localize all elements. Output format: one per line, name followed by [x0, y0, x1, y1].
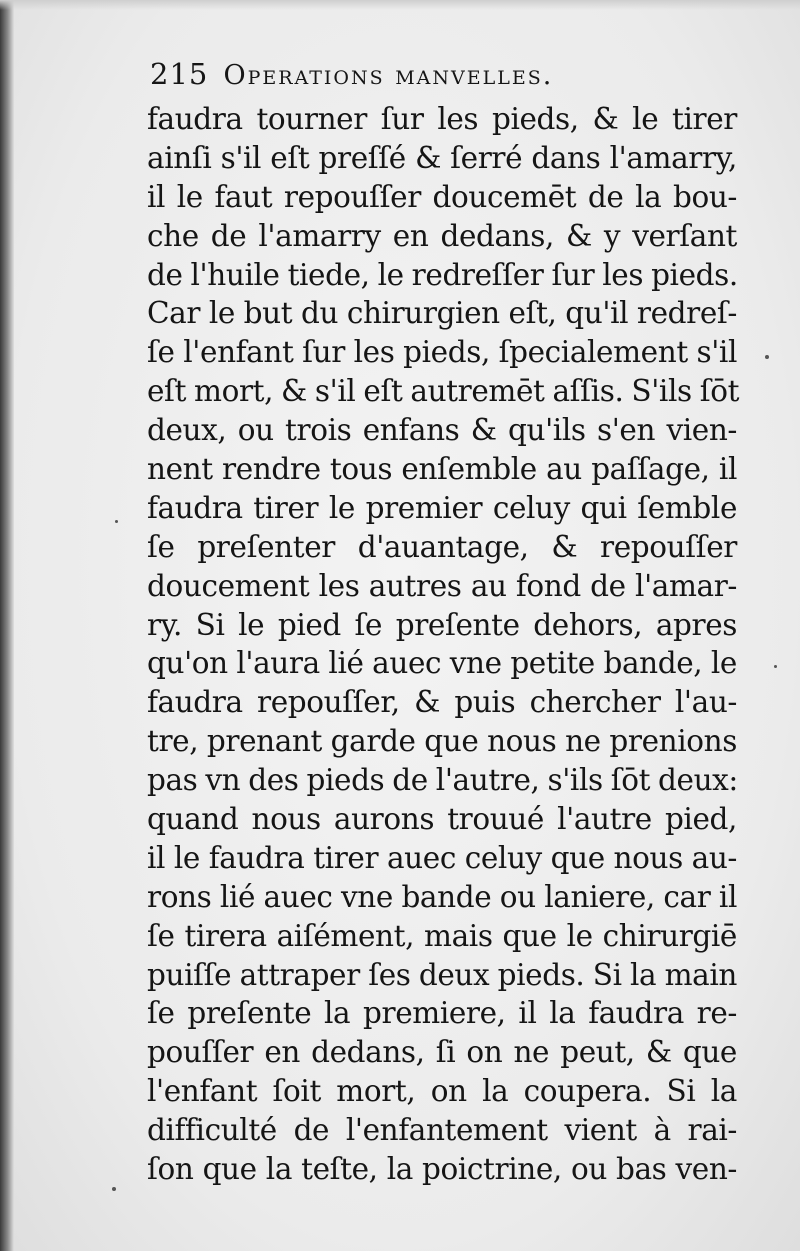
text-line: faudra tirer le premier celuy qui ſemble	[147, 490, 737, 525]
text-line: puiſſe attraper ſes deux pieds. Si la main	[147, 957, 737, 992]
binding-gutter-shadow	[0, 0, 14, 1251]
text-line: tre, prenant garde que nous ne prenions	[147, 724, 737, 759]
text-line: nent rendre tous enſemble au paſſage, il	[147, 452, 737, 487]
page-number: 215	[150, 57, 209, 91]
text-line: pouſſer en dedans, ſi on ne peut, & que	[147, 1035, 737, 1070]
text-line: il le faut repouſſer doucemēt de la bou-	[147, 179, 737, 214]
text-line: quand nous aurons trouué l'autre pied,	[147, 802, 737, 837]
text-line: che de l'amarry en dedans, & y verſant	[147, 218, 737, 253]
text-line: ry. Si le pied ſe preſente dehors, apres	[147, 607, 737, 642]
running-title: Operations manvelles.	[223, 60, 554, 91]
text-line: ainſi s'il eſt preſſé & ſerré dans l'amarry,	[147, 140, 737, 175]
text-line: doucement les autres au fond de l'amar-	[147, 568, 737, 603]
text-line: ſe l'enfant ſur les pieds, ſpecialement s'il	[147, 335, 737, 370]
text-line: eſt mort, & s'il eſt autremēt aſſis. S'ils ſōt	[147, 374, 740, 409]
text-line: l'enfant ſoit mort, on la coupera. Si la	[147, 1074, 737, 1109]
margin-speck	[112, 1187, 116, 1191]
text-line: ſon que la teſte, la poictrine, ou bas ven-	[147, 1152, 737, 1187]
text-line: ſe preſenter d'auantage, & repouſſer	[147, 529, 737, 564]
text-line: qu'on l'aura lié auec vne petite bande, le	[147, 646, 737, 681]
text-line: rons lié auec vne bande ou laniere, car il	[147, 879, 737, 914]
text-line: ſe tirera aiſément, mais que le chirurgiē	[147, 918, 737, 953]
top-edge-shade	[0, 0, 800, 10]
body-text	[147, 100, 740, 1189]
text-line: difficulté de l'enfantement vient à rai-	[147, 1113, 737, 1148]
text-line: faudra repouſſer, & puis chercher l'au-	[147, 685, 737, 720]
text-line: faudra tourner ſur les pieds, & le tirer	[147, 102, 737, 136]
text-line: pas vn des pieds de l'autre, s'ils ſōt deux:	[147, 763, 738, 798]
text-line: ſe preſente la premiere, il la faudra re-	[147, 996, 737, 1031]
margin-speck	[765, 355, 769, 359]
text-line: de l'huile tiede, le redreſſer ſur les pieds.	[147, 257, 738, 292]
margin-speck	[774, 665, 777, 668]
running-head	[150, 57, 710, 105]
text-line: deux, ou trois enfans & qu'ils s'en vien-	[147, 413, 737, 448]
text-line: il le faudra tirer auec celuy que nous au-	[147, 840, 737, 875]
margin-speck	[115, 520, 118, 523]
text-line: Car le but du chirurgien eſt, qu'il redreſ-	[147, 296, 737, 331]
